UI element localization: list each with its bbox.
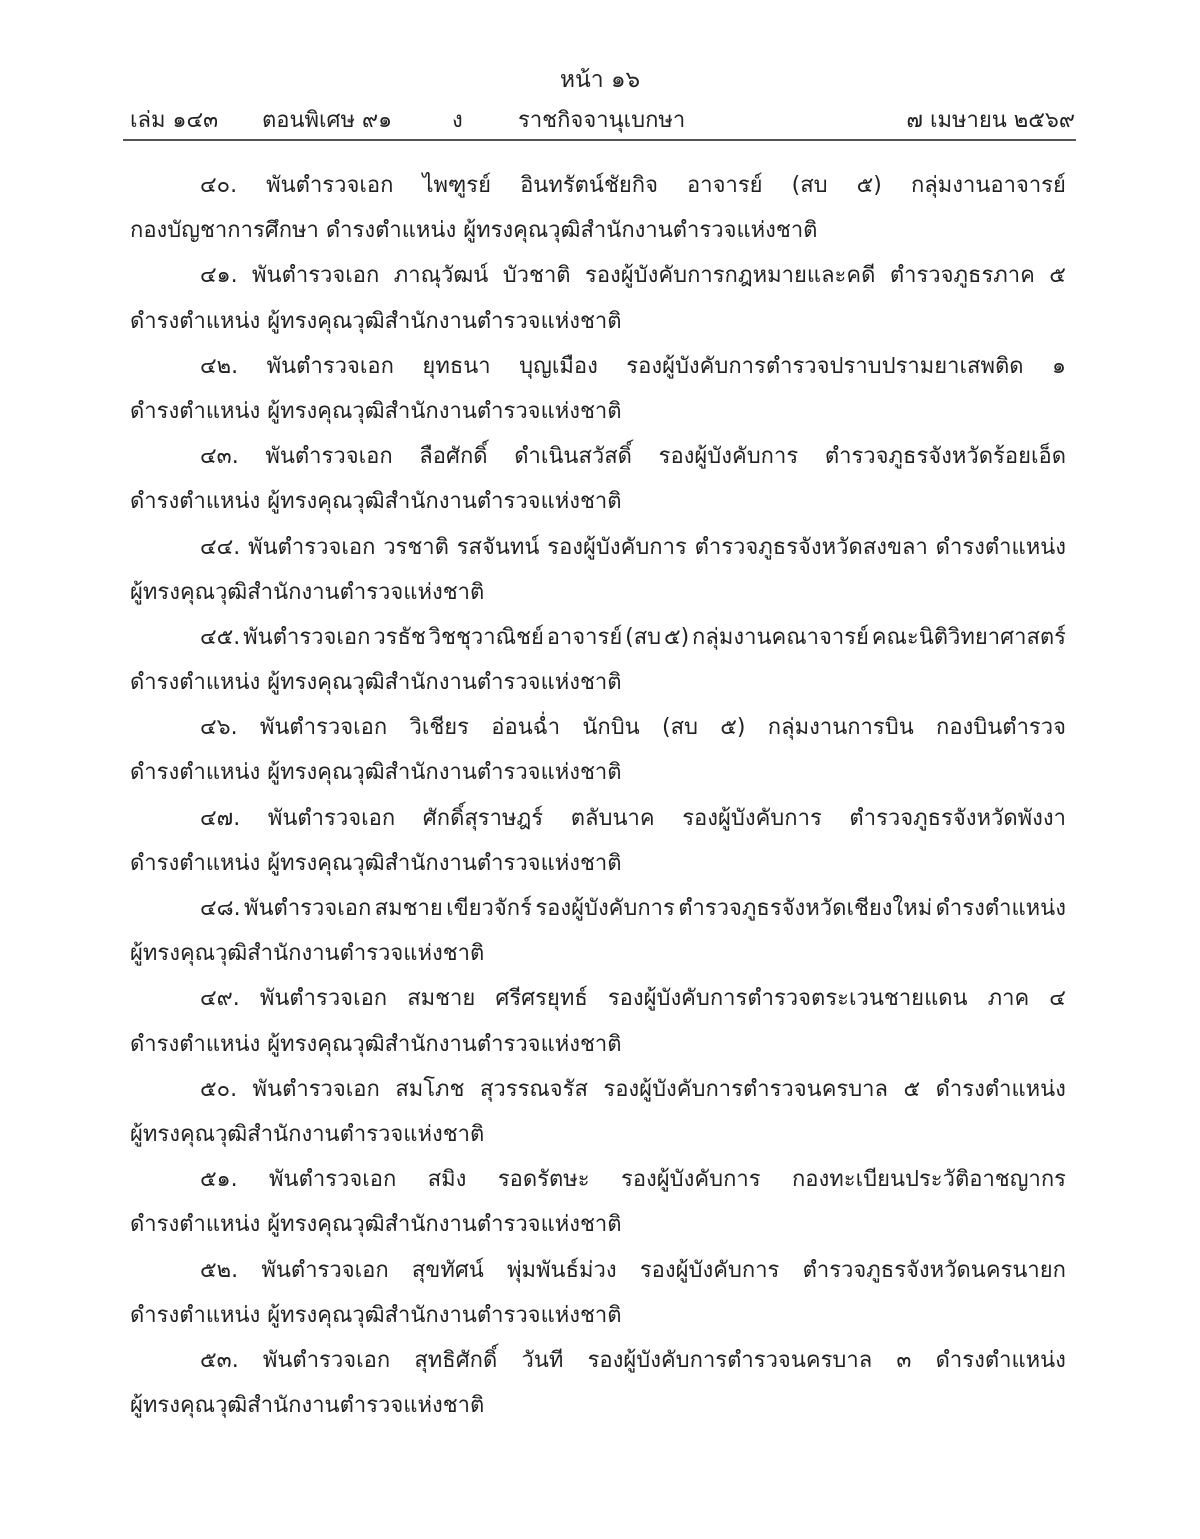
list-item: [130, 979, 1066, 1069]
item-word: รองผู้บังคับการตำรวจนครบาล: [603, 1076, 889, 1102]
header-rule: [123, 139, 1076, 141]
item-word: ลือศักดิ์: [419, 444, 488, 470]
item-word: พันตำรวจเอก: [259, 715, 388, 741]
item-text-line2: ดำรงตำแหน่ง ผู้ทรงคุณวุฒิสำนักงานตำรวจแห่งชาติ: [130, 670, 622, 696]
item-first-line: [130, 347, 1066, 392]
item-text-line2: ผู้ทรงคุณวุฒิสำนักงานตำรวจแห่งชาติ: [130, 579, 485, 605]
item-word: ภาค: [987, 986, 1030, 1012]
item-word: ๔: [1049, 986, 1066, 1012]
item-word: อ่อนฉ่ำ: [491, 715, 561, 741]
item-word: สมชาย: [374, 896, 443, 921]
item-text-line2: กองบัญชาการศึกษา ดำรงตำแหน่ง ผู้ทรงคุณวุฒิสำนักงานตำรวจแห่งชาติ: [130, 218, 818, 244]
item-word: คณะนิติวิทยาศาสตร์: [871, 624, 1066, 650]
list-item: [130, 437, 1066, 527]
item-text-line2: ดำรงตำแหน่ง ผู้ทรงคุณวุฒิสำนักงานตำรวจแห่งชาติ: [130, 760, 622, 786]
item-word: พันตำรวจเอก: [267, 805, 396, 831]
item-word: พันตำรวจเอก: [243, 624, 371, 650]
item-word: ๕): [856, 173, 882, 198]
item-word: พันตำรวจเอก: [248, 534, 376, 560]
item-first-line: [130, 1160, 1066, 1205]
item-word: อินทรัตน์ชัยกิจ: [520, 173, 658, 198]
item-number: ๔๐.: [200, 173, 238, 198]
item-word: เขียวจักร์: [446, 896, 532, 921]
item-word: ยุทธนา: [422, 353, 491, 379]
item-word: ตำรวจภูธรภาค: [889, 263, 1035, 289]
list-item: [130, 347, 1066, 437]
item-first-line: [130, 1251, 1066, 1296]
item-first-line: [130, 437, 1066, 482]
item-word: สมชาย: [407, 986, 476, 1012]
item-word: รอดรัตษะ: [497, 1167, 590, 1193]
item-word: ๕: [903, 1076, 921, 1102]
item-word: พันตำรวจเอก: [261, 1257, 389, 1283]
item-word: ตลับนาค: [570, 805, 655, 831]
item-word: ศักดิ์สุราษฎร์: [422, 805, 544, 831]
item-word: กองทะเบียนประวัติอาชญากร: [791, 1167, 1066, 1193]
item-word: กลุ่มงานการบิน: [767, 715, 914, 741]
item-word: ดำรงตำแหน่ง: [935, 896, 1066, 921]
item-text-line2: ดำรงตำแหน่ง ผู้ทรงคุณวุฒิสำนักงานตำรวจแห่งชาติ: [130, 308, 622, 334]
item-word: ๑: [1052, 353, 1066, 379]
item-word: วรธัช: [373, 624, 426, 650]
item-text-line2: ดำรงตำแหน่ง ผู้ทรงคุณวุฒิสำนักงานตำรวจแห่งชาติ: [130, 489, 622, 515]
item-word: รองผู้บังคับการ: [658, 444, 799, 470]
volume: เล่ม ๑๔๓: [130, 108, 219, 133]
item-word: พันตำรวจเอก: [252, 1076, 380, 1102]
item-first-line: [130, 256, 1066, 301]
item-number: ๔๒.: [200, 353, 239, 379]
item-word: พันตำรวจเอก: [262, 1347, 391, 1373]
item-word: สุทธิศักดิ์: [414, 1347, 498, 1373]
item-word: พันตำรวจเอก: [265, 444, 393, 470]
list-item: [130, 618, 1066, 708]
item-text-line2: ผู้ทรงคุณวุฒิสำนักงานตำรวจแห่งชาติ: [130, 941, 485, 967]
list-item: [130, 256, 1066, 346]
item-word: สุขทัศน์: [411, 1257, 484, 1283]
item-number: ๔๖.: [200, 715, 238, 741]
page-number: หน้า ๑๖: [559, 67, 641, 93]
item-word: ดำรงตำแหน่ง: [935, 1347, 1066, 1373]
item-first-line: [130, 799, 1066, 844]
item-word: สมโภช: [395, 1076, 465, 1102]
list-item: [130, 1251, 1066, 1341]
item-number: ๔๓.: [200, 444, 239, 470]
item-word: (สบ: [662, 715, 698, 741]
item-word: ๕): [720, 715, 746, 741]
item-first-line: [130, 166, 1066, 211]
item-text-line2: ผู้ทรงคุณวุฒิสำนักงานตำรวจแห่งชาติ: [130, 1121, 485, 1147]
item-word: ดำเนินสวัสดิ์: [514, 444, 632, 470]
item-number: ๔๗.: [200, 805, 241, 831]
item-text-line2: ดำรงตำแหน่ง ผู้ทรงคุณวุฒิสำนักงานตำรวจแห่งชาติ: [130, 1302, 622, 1328]
item-word: ตำรวจภูธรจังหวัดเชียงใหม่: [678, 896, 933, 921]
item-first-line: [130, 708, 1066, 753]
item-number: ๕๑.: [200, 1167, 238, 1193]
gazette-header: [130, 102, 1075, 136]
item-first-line: [130, 889, 1066, 934]
item-word: ดำรงตำแหน่ง: [935, 1076, 1066, 1102]
item-text-line2: ดำรงตำแหน่ง ผู้ทรงคุณวุฒิสำนักงานตำรวจแห่งชาติ: [130, 1212, 622, 1238]
item-number: ๕๒.: [200, 1257, 239, 1283]
item-number: ๔๙.: [200, 986, 240, 1012]
item-word: รองผู้บังคับการ: [535, 896, 675, 921]
item-word: รสจันทน์: [456, 534, 540, 560]
item-first-line: [130, 1070, 1066, 1115]
item-text-line2: ผู้ทรงคุณวุฒิสำนักงานตำรวจแห่งชาติ: [130, 1393, 485, 1419]
item-word: รองผู้บังคับการ: [682, 805, 822, 831]
part: ง: [452, 108, 463, 133]
item-word: รองผู้บังคับการตำรวจนครบาล: [587, 1347, 873, 1373]
item-word: กลุ่มงานคณาจารย์: [692, 624, 869, 650]
item-word: พันตำรวจเอก: [252, 263, 380, 289]
item-word: วรชาติ: [383, 534, 449, 560]
item-word: พันตำรวจเอก: [269, 1167, 397, 1193]
item-text-line2: ดำรงตำแหน่ง ผู้ทรงคุณวุฒิสำนักงานตำรวจแห่งชาติ: [130, 1031, 622, 1057]
item-first-line: [130, 1341, 1066, 1386]
item-number: ๕๐.: [200, 1076, 238, 1102]
list-item: [130, 1160, 1066, 1250]
item-word: ๓: [896, 1347, 912, 1373]
item-word: อาจารย์: [546, 624, 623, 650]
publication-name: ราชกิจจานุเบกษา: [518, 108, 686, 133]
item-word: ตำรวจภูธรจังหวัดสงขลา: [694, 534, 928, 560]
item-first-line: [130, 528, 1066, 573]
item-word: วิชชุวาณิชย์: [428, 624, 544, 650]
item-word: ตำรวจภูธรจังหวัดนครนายก: [802, 1257, 1066, 1283]
item-word: พันตำรวจเอก: [266, 173, 394, 198]
item-first-line: [130, 979, 1066, 1024]
item-word: ๕: [1049, 263, 1066, 289]
item-word: นักบิน: [582, 715, 640, 741]
item-number: ๔๘.: [200, 896, 241, 921]
item-word: วิเชียร: [409, 715, 469, 741]
item-word: ดำรงตำแหน่ง: [935, 534, 1066, 560]
item-word: ไพฑูรย์: [422, 173, 492, 198]
publication-date: ๗ เมษายน ๒๕๖๙: [906, 108, 1075, 133]
item-word: ตำรวจภูธรจังหวัดร้อยเอ็ด: [824, 444, 1066, 470]
list-item: [130, 528, 1066, 618]
item-word: (สบ: [791, 173, 828, 198]
item-word: รองผู้บังคับการ: [621, 1167, 761, 1193]
item-word: รองผู้บังคับการ: [639, 1257, 780, 1283]
list-item: [130, 1070, 1066, 1160]
appointment-list: [130, 166, 1066, 1431]
item-first-line: [130, 618, 1066, 663]
item-word: ตำรวจภูธรจังหวัดพังงา: [849, 805, 1066, 831]
list-item: [130, 799, 1066, 889]
list-item: [130, 1341, 1066, 1431]
item-number: ๕๓.: [200, 1347, 239, 1373]
item-word: ภาณุวัฒน์: [393, 263, 489, 289]
item-word: สมิง: [427, 1167, 467, 1193]
item-word: รองผู้บังคับการตำรวจตระเวนชายแดน: [607, 986, 968, 1012]
list-item: [130, 708, 1066, 798]
item-word: บุญเมือง: [519, 353, 598, 379]
item-word: พุ่มพันธ์ม่วง: [507, 1257, 617, 1283]
item-number: ๔๑.: [200, 263, 238, 289]
item-word: กองบินตำรวจ: [936, 715, 1066, 741]
item-word: บัวชาติ: [502, 263, 571, 289]
item-word: ศรีศรยุทธ์: [495, 986, 588, 1012]
list-item: [130, 889, 1066, 979]
item-word: กลุ่มงานอาจารย์: [910, 173, 1066, 198]
item-number: ๔๕.: [200, 624, 241, 650]
item-word: รองผู้บังคับการตำรวจปราบปรามยาเสพติด: [626, 353, 1024, 379]
list-item: [130, 166, 1066, 256]
item-word: สุวรรณจรัส: [479, 1076, 588, 1102]
item-word: รองผู้บังคับการ: [547, 534, 687, 560]
item-word: รองผู้บังคับการกฎหมายและคดี: [585, 263, 876, 289]
item-word: พันตำรวจเอก: [243, 896, 372, 921]
item-text-line2: ดำรงตำแหน่ง ผู้ทรงคุณวุฒิสำนักงานตำรวจแห่งชาติ: [130, 850, 622, 876]
item-word: (สบ: [625, 624, 662, 650]
item-number: ๔๔.: [200, 534, 241, 560]
item-word: วันที: [521, 1347, 564, 1373]
item-word: ๕): [663, 624, 690, 650]
item-word: อาจารย์: [687, 173, 763, 198]
item-text-line2: ดำรงตำแหน่ง ผู้ทรงคุณวุฒิสำนักงานตำรวจแห่งชาติ: [130, 398, 622, 424]
item-word: พันตำรวจเอก: [266, 353, 394, 379]
item-word: พันตำรวจเอก: [259, 986, 388, 1012]
section: ตอนพิเศษ ๙๑: [262, 108, 393, 133]
